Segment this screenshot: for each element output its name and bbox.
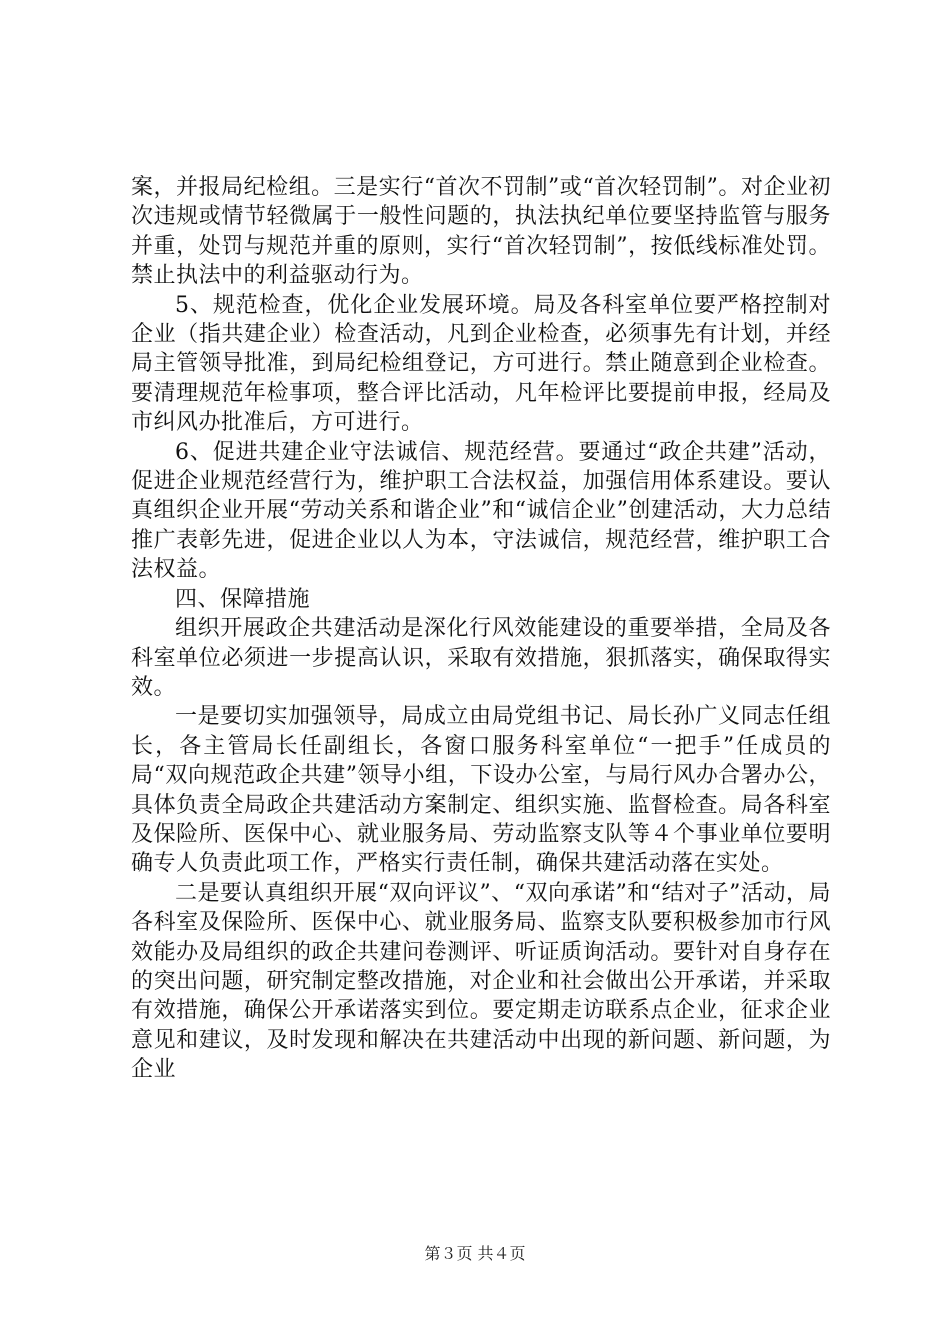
document-body	[131, 173, 831, 1085]
paragraph-6: 一是要切实加强领导，局成立由局党组书记、局长孙广义同志任组长，各主管局长任副组长，各窗口服务科室单位“一把手”任成员的局“双向规范政企共建”领导小组，下设办公室，与局行风办合署办公，具体负责全局政企共建活动方案制定、组织实施、监督检查。局各科室及保险所、医保中心、就业服务局、劳动监察支队等４个事业单位要明确专人负责此项工作，严格实行责任制，确保共建活动落在实处。	[131, 704, 831, 877]
page-number-footer: 第３页 共４页	[424, 1244, 526, 1263]
paragraph-1: 案，并报局纪检组。三是实行“首次不罚制”或“首次轻罚制”。对企业初次违规或情节轻微属于一般性问题的，执法执纪单位要坚持监管与服务并重，处罚与规范并重的原则，实行“首次轻罚制”，按低线标准处罚。禁止执法中的利益驱动行为。	[131, 175, 831, 289]
paragraph-5: 组织开展政企共建活动是深化行风效能建设的重要举措，全局及各科室单位必须进一步提高认识，采取有效措施，狠抓落实，确保取得实效。	[131, 616, 831, 700]
paragraph-2: 5、规范检查，优化企业发展环境。局及各科室单位要严格控制对企业（指共建企业）检查活动，凡到企业检查，必须事先有计划，并经局主管领导批准，到局纪检组登记，方可进行。禁止随意到企业检查。要清理规范年检事项，整合评比活动，凡年检评比要提前申报，经局及市纠风办批准后，方可进行。	[131, 292, 831, 436]
section-heading: 四、保障措施	[175, 586, 311, 612]
paragraph-7: 二是要认真组织开展“双向评议”、“双向承诺”和“结对子”活动，局各科室及保险所、医保中心、就业服务局、监察支队要积极参加市行风效能办及局组织的政企共建问卷测评、听证质询活动。要针对自身存在的突出问题，研究制定整改措施，对企业和社会做出公开承诺，并采取有效措施，确保公开承诺落实到位。要定期走访联系点企业，征求企业意见和建议，及时发现和解决在共建活动中出现的新问题、新问题，为企业	[131, 880, 831, 1083]
paragraph-3: 6、促进共建企业守法诚信、规范经营。要通过“政企共建”活动，促进企业规范经营行为，维护职工合法权益，加强信用体系建设。要认真组织企业开展“劳动关系和谐企业”和“诚信企业”创建活动，大力总结推广表彰先进，促进企业以人为本，守法诚信，规范经营，维护职工合法权益。	[131, 439, 831, 583]
